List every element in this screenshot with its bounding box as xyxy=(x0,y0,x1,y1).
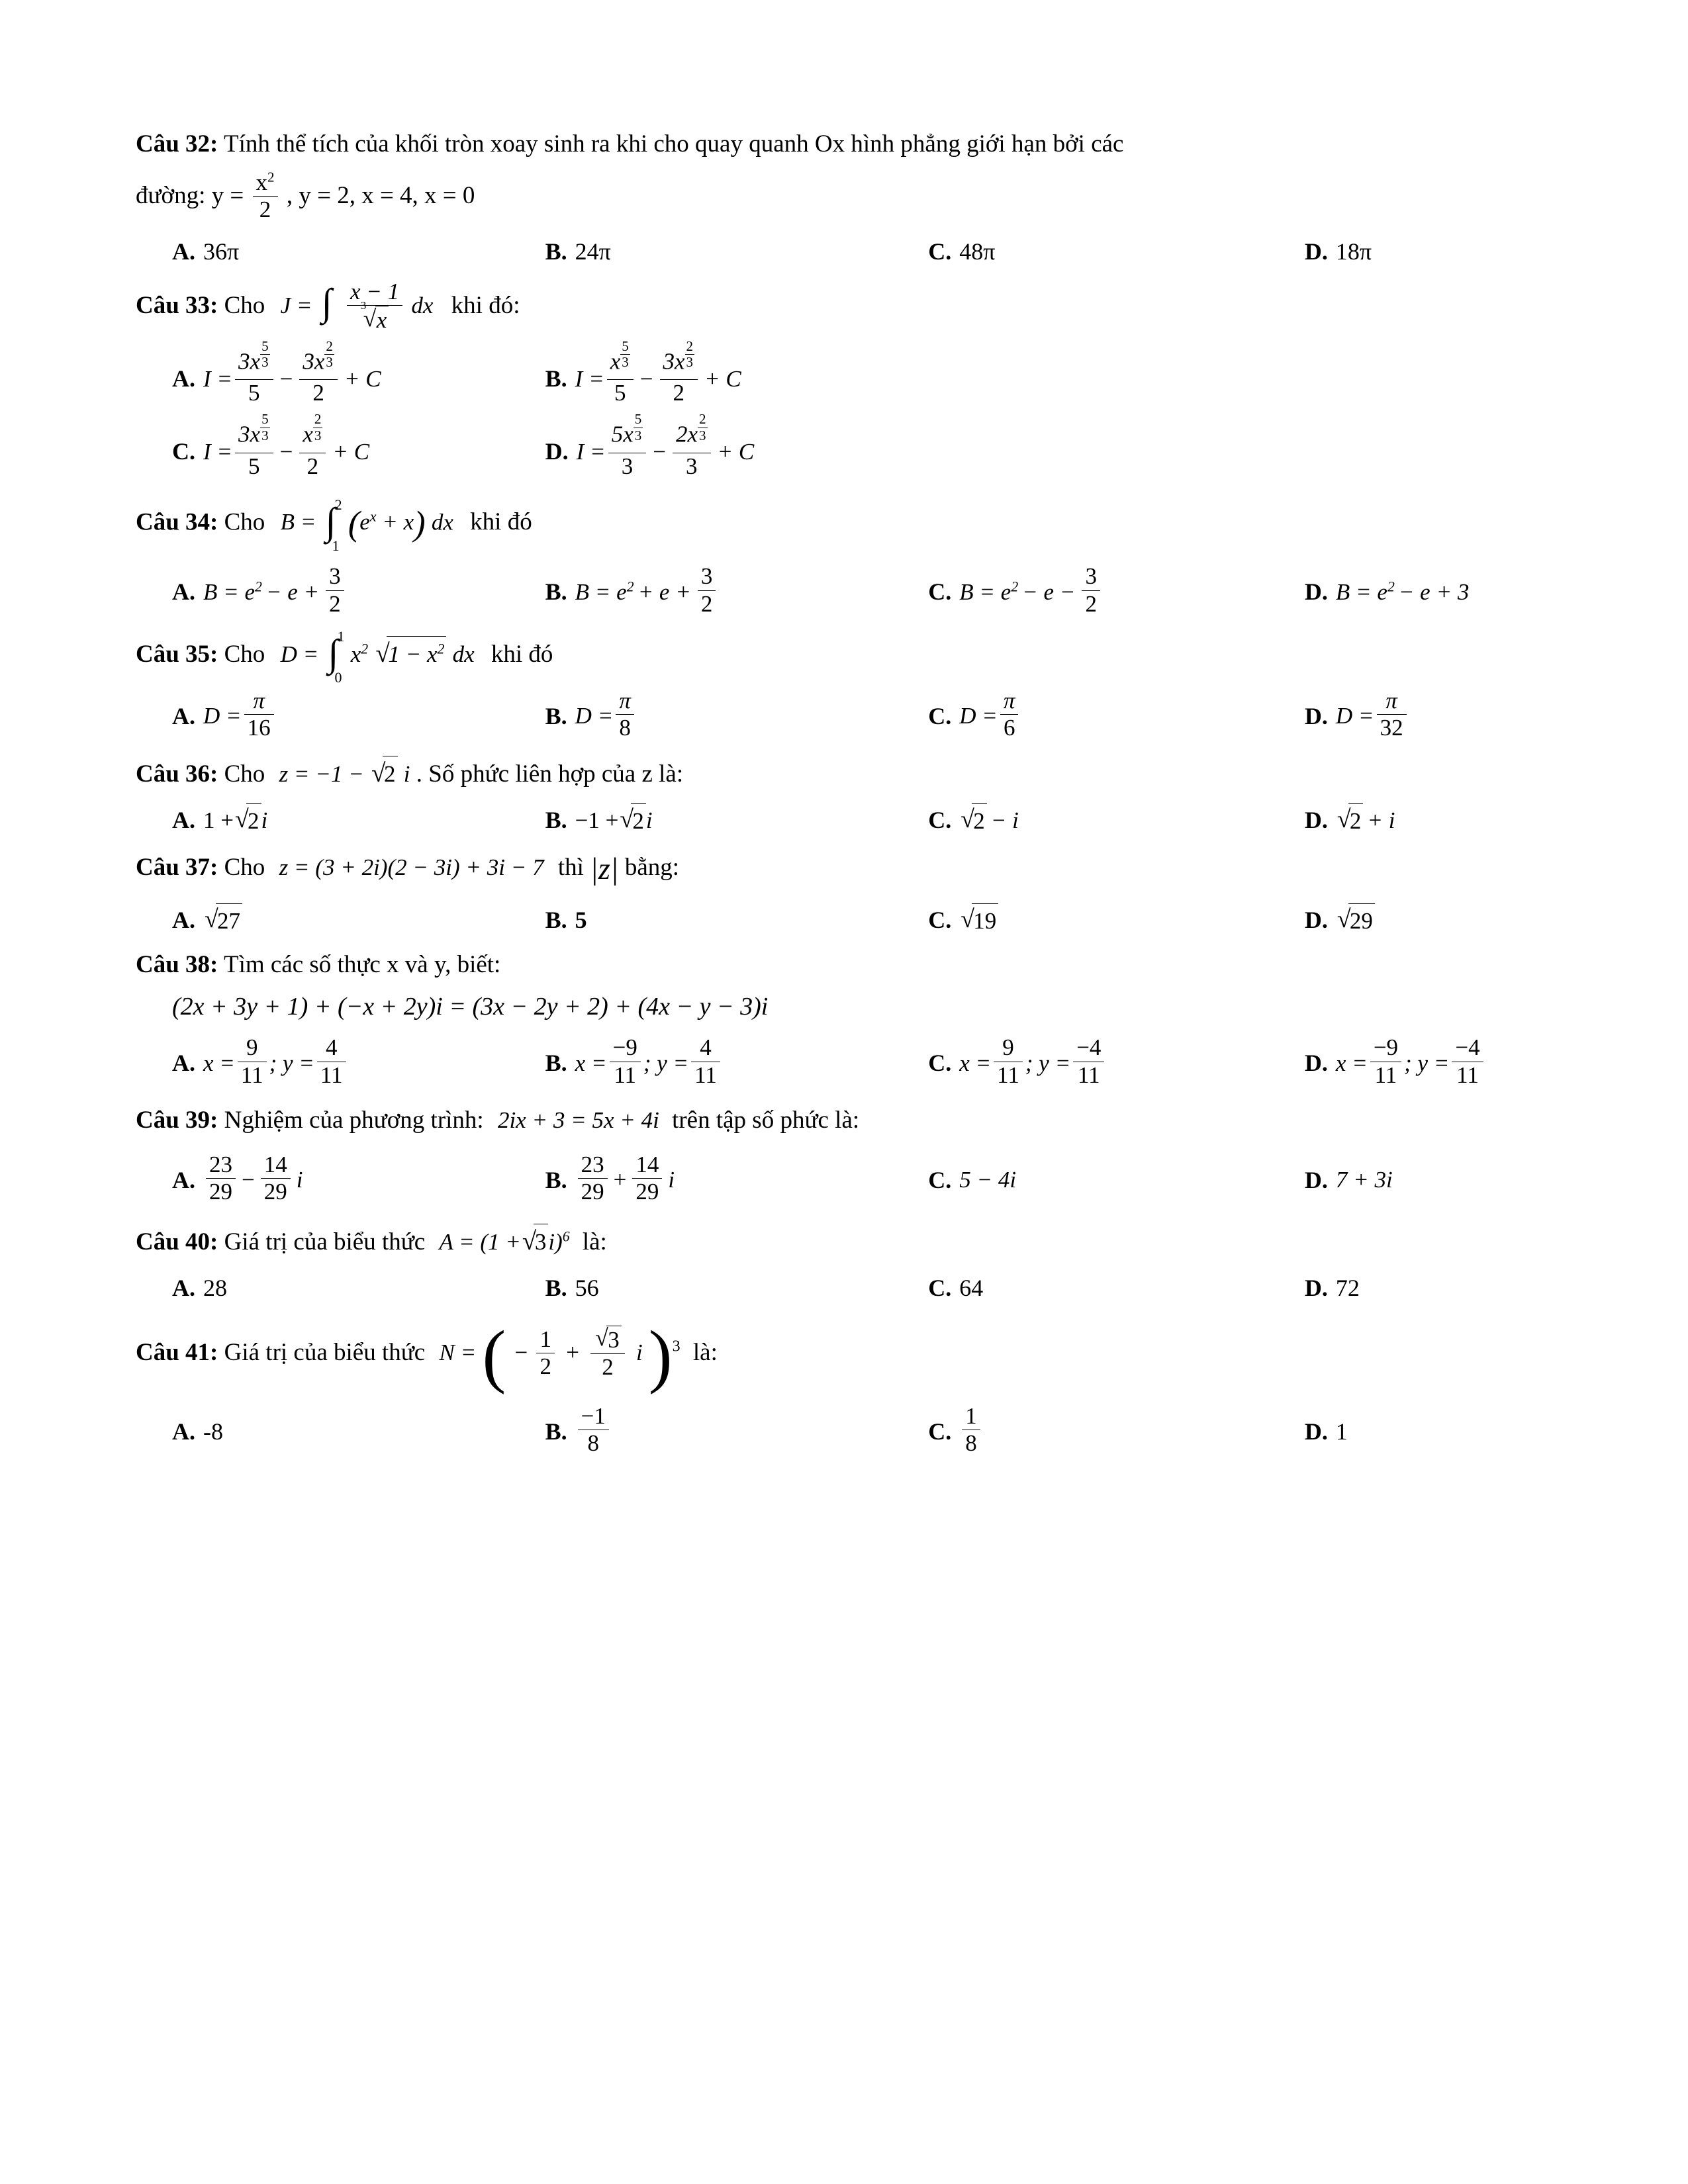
expr-41-frac1: $\frac{1}{2}$ xyxy=(536,1326,555,1380)
question-block-37 xyxy=(136,846,1556,937)
option-38-C-y: $\frac{-4}{11}$ xyxy=(1073,1034,1104,1088)
option-33-C-label: C. xyxy=(172,438,195,465)
option-34-C-label: C. xyxy=(928,578,952,605)
question-block-34 xyxy=(136,498,1556,619)
integral-lower-limit: 1 xyxy=(332,537,340,554)
option-35-C-label: C. xyxy=(928,702,952,729)
option-41-A-text: -8 xyxy=(203,1418,223,1445)
integral-lower-limit-35: 0 xyxy=(334,669,342,686)
option-39-A-label: A. xyxy=(172,1166,195,1193)
option-34-C[interactable]: C. $B = e^2$ − e − $\frac{3}{2}$ xyxy=(928,565,1305,618)
option-39-A[interactable]: A. $\frac{23}{29}$ − $\frac{14}{29}$ i xyxy=(172,1152,303,1205)
option-41-D[interactable] xyxy=(1305,1415,1556,1448)
option-36-B-sqrt: √ 2 xyxy=(620,803,646,837)
expr-34-body: $(e^x + x)$ xyxy=(348,504,426,543)
question-block-35 xyxy=(136,628,1556,743)
question-32-text: Tính thể tích của khối tròn xoay sinh ra khi cho quay quanh Ox hình phẳng giới hạn bởi các xyxy=(223,130,1124,158)
question-40-prompt xyxy=(136,1224,1556,1261)
expr-40-exp: 6 xyxy=(562,1228,570,1245)
option-33-A-label: A. xyxy=(172,365,195,392)
expr-41-lhs: N = xyxy=(439,1340,477,1366)
expr-34-dx: dx xyxy=(431,509,453,535)
option-41-D-label: D. xyxy=(1304,1418,1328,1445)
question-34-tail: khi đó xyxy=(470,508,532,536)
option-37-C-sqrt: √ 19 xyxy=(961,903,998,937)
option-33-A[interactable]: A. I = 3x $\frac{5}{3}$ 5 − 3x $\frac{2}{3}$ 2 + C xyxy=(172,338,381,406)
question-38-label: Câu 38: xyxy=(136,950,218,978)
option-32-B-label: B. xyxy=(545,238,567,265)
option-38-C-label: C. xyxy=(928,1049,952,1076)
option-40-D-label: D. xyxy=(1304,1274,1328,1301)
option-39-D-text: 7 + 3i xyxy=(1335,1167,1393,1193)
option-34-B[interactable]: B. $B = e^2$ + e + $\frac{3}{2}$ xyxy=(545,565,929,618)
option-40-A-label: A. xyxy=(172,1274,195,1301)
option-41-C-frac: $\frac{1}{8}$ xyxy=(962,1403,980,1457)
question-37-prompt xyxy=(136,846,1556,892)
option-34-A-mid: − e + xyxy=(265,578,320,605)
option-37-A-label: A. xyxy=(172,907,195,934)
frac-num-x: x xyxy=(256,169,268,195)
question-35-prompt xyxy=(136,628,1556,686)
question-38-equation: (2x + 3y + 1) + (−x + 2y)i = (3x − 2y + 2) + (4x − y − 3)i xyxy=(172,993,769,1021)
option-35-A-label: A. xyxy=(172,702,195,729)
question-34-label: Câu 34: xyxy=(136,508,218,536)
option-38-A[interactable]: A. x = $\frac{9}{11}$ ; y = $\frac{4}{11}$ xyxy=(136,1036,545,1089)
option-36-D[interactable]: D. √ 2 + i xyxy=(1305,803,1556,837)
question-33-answers-row1 xyxy=(136,338,1556,408)
question-40-label: Câu 40: xyxy=(136,1228,218,1256)
question-32-label: Câu 32: xyxy=(136,130,218,158)
question-41-answers xyxy=(136,1404,1556,1458)
option-35-B-frac: $\frac{\pi}{8}$ xyxy=(616,688,634,741)
option-37-D-sqrt: √ 29 xyxy=(1337,903,1375,937)
expr-36: z = −1 − xyxy=(279,761,364,788)
question-37-answers xyxy=(136,903,1556,937)
option-32-C-text: 48π xyxy=(959,238,996,265)
option-32-D[interactable] xyxy=(1305,235,1556,268)
question-33-label: Câu 33: xyxy=(136,292,218,320)
question-35-tail: khi đó xyxy=(491,640,553,668)
question-32-prompt xyxy=(136,126,1556,163)
option-34-C-lhs: $B = e^2$ xyxy=(959,578,1019,605)
option-34-D-label: D. xyxy=(1304,578,1328,605)
question-block-33 xyxy=(136,280,1556,481)
option-39-B-f1: $\frac{23}{29}$ xyxy=(578,1152,608,1205)
frac-num-exp: 2 xyxy=(267,169,275,185)
question-block-38 xyxy=(136,946,1556,1090)
question-41-label: Câu 41: xyxy=(136,1339,218,1367)
question-36-text-pre: Cho xyxy=(224,760,265,788)
question-34-prompt xyxy=(136,496,1556,554)
question-34-text: Cho xyxy=(224,508,265,536)
option-33-C-term1: 3x $\frac{5}{3}$ 5 xyxy=(235,421,273,479)
option-38-A-y: $\frac{4}{11}$ xyxy=(317,1034,346,1088)
frac-den: 2 xyxy=(259,196,271,222)
option-32-C[interactable] xyxy=(928,235,1305,268)
option-37-B-text: 5 xyxy=(575,907,587,934)
option-39-C[interactable] xyxy=(928,1163,1305,1197)
abs-z-37: |z| xyxy=(590,852,619,887)
option-39-B-f2: $\frac{14}{29}$ xyxy=(632,1152,662,1205)
expr-41-exp: 3 xyxy=(672,1338,680,1355)
option-37-B[interactable] xyxy=(545,903,929,936)
expr-35-dx: dx xyxy=(452,641,475,667)
expr-33-dx: dx xyxy=(411,293,434,319)
option-35-C[interactable]: C. D = $\frac{\pi}{6}$ xyxy=(928,689,1305,743)
question-37-text-pre: Cho xyxy=(224,854,265,882)
option-34-A-frac: $\frac{3}{2}$ xyxy=(326,563,344,617)
option-35-B[interactable]: B. D = $\frac{\pi}{8}$ xyxy=(545,689,929,743)
option-37-C-label: C. xyxy=(928,907,952,934)
option-32-C-label: C. xyxy=(928,238,952,265)
question-block-40 xyxy=(136,1224,1556,1304)
option-36-B-label: B. xyxy=(545,807,567,834)
option-33-B-term1: x $\frac{5}{3}$ 5 xyxy=(607,348,633,406)
option-40-B[interactable] xyxy=(545,1271,929,1304)
expr-35-lhs: D = xyxy=(280,641,319,667)
option-39-D-label: D. xyxy=(1304,1166,1328,1193)
question-39-text-pre: Nghiệm của phương trình: xyxy=(224,1106,484,1134)
question-39-answers xyxy=(136,1153,1556,1206)
option-38-C-x: $\frac{9}{11}$ xyxy=(994,1034,1023,1088)
option-37-C[interactable] xyxy=(928,903,1305,937)
question-38-text: Tìm các số thực x và y, biết: xyxy=(223,950,501,978)
integrand-numerator: x − 1 xyxy=(350,279,400,305)
option-34-A[interactable] xyxy=(136,565,545,618)
question-32-prompt-line2 xyxy=(136,171,1556,224)
fraction-33-integrand xyxy=(347,279,402,334)
option-41-A[interactable] xyxy=(136,1415,545,1448)
option-33-D-label: D. xyxy=(545,438,569,465)
integral-symbol-34: 2 ∫ 1 xyxy=(326,506,340,543)
option-37-A-sqrt: √ 27 xyxy=(205,903,242,937)
integral-symbol-33: ∫ xyxy=(321,280,332,324)
option-33-C[interactable]: C. I = 3x $\frac{5}{3}$ 5 − x $\frac{2}{3}$ 2 + C xyxy=(172,411,370,479)
option-34-D[interactable]: D. $B = e^2$ − e + 3 xyxy=(1305,575,1556,608)
option-41-A-label: A. xyxy=(172,1418,195,1445)
question-39-label: Câu 39: xyxy=(136,1106,218,1134)
question-33-answers-row2 xyxy=(136,411,1556,480)
option-32-A-label: A. xyxy=(172,238,195,265)
question-41-prompt: Câu 41: Giá trị của biểu thức N = ( − $\frac{1}{2}$ + √ $\frac{3}{2}$ i )$^3$ là: xyxy=(136,1327,1556,1382)
option-41-B-label: B. xyxy=(545,1418,567,1445)
option-34-B-lhs: $B = e^2$ xyxy=(575,578,634,605)
question-33-prompt xyxy=(136,280,1556,335)
expr-34-lhs: B = xyxy=(280,509,316,535)
option-36-C[interactable]: C. √ 2 − i xyxy=(928,803,1305,837)
cube-root-radicand: x xyxy=(375,306,389,333)
t2-coef: 3x xyxy=(303,348,325,375)
option-38-B-y: $\frac{4}{11}$ xyxy=(691,1034,720,1088)
question-37-text-post: bằng: xyxy=(624,854,680,882)
option-33-D[interactable]: D. I = 5x $\frac{5}{3}$ 3 − 2x $\frac{2}{3}$ 3 + C xyxy=(545,411,755,479)
option-38-D[interactable]: D. x = $\frac{-9}{11}$ ; y = $\frac{-4}{11}$ xyxy=(1305,1036,1556,1089)
question-block-39 xyxy=(136,1102,1556,1207)
sqrt-40: √ 3 xyxy=(522,1224,549,1261)
question-38-prompt xyxy=(136,946,1556,983)
expr-41-i: i xyxy=(635,1340,643,1366)
question-38-answers xyxy=(136,1036,1556,1089)
option-38-A-x: $\frac{9}{11}$ xyxy=(238,1034,267,1088)
option-33-B-label: B. xyxy=(545,365,567,392)
option-35-D[interactable]: D. D = $\frac{\pi}{32}$ xyxy=(1305,689,1556,743)
option-38-B-label: B. xyxy=(545,1049,567,1076)
question-35-answers xyxy=(136,689,1556,743)
option-33-D-term2: 2x $\frac{2}{3}$ 3 xyxy=(673,421,711,479)
t2-den: 2 xyxy=(312,380,324,406)
option-34-A-label: A. xyxy=(172,578,195,605)
option-33-B-term2: 3x $\frac{2}{3}$ 2 xyxy=(660,348,698,406)
option-39-A-f2: $\frac{14}{29}$ xyxy=(261,1152,291,1205)
question-40-text-pre: Giá trị của biểu thức xyxy=(224,1228,426,1256)
option-41-B[interactable] xyxy=(545,1404,929,1458)
option-32-D-text: 18π xyxy=(1335,238,1372,265)
option-38-D-label: D. xyxy=(1304,1049,1328,1076)
expr-40-mid: i)$^6$ xyxy=(548,1228,570,1255)
option-38-C[interactable]: C. x = $\frac{9}{11}$ ; y = $\frac{-4}{11}$ xyxy=(928,1036,1305,1089)
option-38-B[interactable]: B. x = $\frac{-9}{11}$ ; y = $\frac{4}{11}$ xyxy=(545,1036,929,1089)
question-33-tail: khi đó: xyxy=(451,292,520,320)
option-35-C-frac: $\frac{\pi}{6}$ xyxy=(1000,688,1019,741)
option-33-A-lhs: I = xyxy=(203,365,233,392)
option-36-D-sqrt: √ 2 xyxy=(1337,803,1364,837)
option-40-D-text: 72 xyxy=(1335,1274,1360,1301)
option-40-A[interactable] xyxy=(136,1271,545,1304)
expr-37: z = (3 + 2i)(2 − 3i) + 3i − 7 xyxy=(279,854,544,881)
option-34-D-lhs: $B = e^2$ xyxy=(1335,578,1395,605)
question-41-text-pre: Giá trị của biểu thức xyxy=(224,1339,426,1367)
cube-root-x xyxy=(361,306,389,334)
t1-coef: 3x xyxy=(238,348,261,375)
option-36-D-label: D. xyxy=(1304,807,1328,834)
question-block-41 xyxy=(136,1316,1556,1458)
question-37-text-mid: thì xyxy=(557,854,584,882)
question-40-answers xyxy=(136,1271,1556,1304)
expr-40: A = (1 + xyxy=(439,1229,521,1255)
option-40-C-text: 64 xyxy=(959,1274,984,1301)
question-block-36 xyxy=(136,756,1556,837)
option-40-C-label: C. xyxy=(928,1274,952,1301)
option-36-C-sqrt: √ 2 xyxy=(961,803,987,837)
option-35-B-label: B. xyxy=(545,702,567,729)
option-32-A-text: 36π xyxy=(203,238,240,265)
option-39-B-label: B. xyxy=(545,1166,567,1193)
option-32-A[interactable] xyxy=(136,235,545,268)
option-32-B[interactable] xyxy=(545,235,929,268)
question-41-text-post: là: xyxy=(692,1339,718,1367)
question-39-prompt xyxy=(136,1102,1556,1139)
option-35-A-frac: $\frac{\pi}{16}$ xyxy=(244,688,274,741)
option-33-A-term2: 3x $\frac{2}{3}$ 2 xyxy=(299,348,338,406)
question-32-text2-post: , y = 2, x = 4, x = 0 xyxy=(286,181,475,209)
question-40-text-post: là: xyxy=(582,1228,607,1256)
question-34-answers xyxy=(136,565,1556,618)
option-36-A[interactable]: A. 1 + √ 2 i xyxy=(136,803,545,837)
expr-41-frac2: √ $\frac{3}{2}$ xyxy=(590,1326,625,1381)
option-34-A-lhs: $B = e^2$ xyxy=(203,578,262,605)
option-38-B-x: $\frac{-9}{11}$ xyxy=(610,1034,641,1088)
option-38-A-label: A. xyxy=(172,1049,195,1076)
sqrt-35: √ $1 - x^2$ xyxy=(375,636,446,673)
question-37-label: Câu 37: xyxy=(136,854,218,882)
option-37-B-label: B. xyxy=(545,907,567,934)
question-block-32 xyxy=(136,126,1556,268)
option-39-D[interactable] xyxy=(1305,1163,1556,1197)
question-32-text2-pre: đường: y = xyxy=(136,181,244,209)
option-40-C[interactable] xyxy=(928,1271,1305,1304)
option-33-D-term1: 5x $\frac{5}{3}$ 3 xyxy=(608,421,647,479)
option-38-D-y: $\frac{-4}{11}$ xyxy=(1452,1034,1483,1088)
option-37-D-label: D. xyxy=(1304,907,1328,934)
option-41-C[interactable] xyxy=(928,1404,1305,1458)
option-41-D-text: 1 xyxy=(1335,1418,1348,1445)
sqrt-41: √ 3 xyxy=(595,1326,622,1353)
t1-den: 5 xyxy=(248,380,260,406)
option-36-A-sqrt: √ 2 xyxy=(235,803,261,837)
option-37-A[interactable] xyxy=(136,903,545,937)
option-33-C-term2: x $\frac{2}{3}$ 2 xyxy=(299,421,326,479)
option-41-B-frac: $\frac{-1}{8}$ xyxy=(578,1403,609,1457)
option-41-C-label: C. xyxy=(928,1418,952,1445)
question-36-label: Câu 36: xyxy=(136,760,218,788)
option-37-D[interactable] xyxy=(1305,903,1556,937)
option-40-D[interactable] xyxy=(1305,1271,1556,1304)
option-34-B-frac: $\frac{3}{2}$ xyxy=(698,563,716,617)
fraction-x2-over-2 xyxy=(253,169,278,223)
option-32-B-text: 24π xyxy=(575,238,611,265)
integral-upper-limit: 2 xyxy=(334,496,342,513)
question-33-text: Cho xyxy=(224,292,265,320)
option-35-A[interactable] xyxy=(136,689,545,743)
option-35-D-frac: $\frac{\pi}{32}$ xyxy=(1377,688,1407,741)
integral-symbol-35: 1 ∫ 0 xyxy=(328,637,342,674)
question-36-prompt xyxy=(136,756,1556,793)
option-40-B-text: 56 xyxy=(575,1274,599,1301)
option-39-C-label: C. xyxy=(928,1166,952,1193)
option-34-B-label: B. xyxy=(545,578,567,605)
option-33-B-lhs: I = xyxy=(575,365,604,392)
option-34-C-frac: $\frac{3}{2}$ xyxy=(1082,563,1100,617)
expr-33-lhs: J = xyxy=(280,293,312,319)
option-40-B-label: B. xyxy=(545,1274,567,1301)
option-32-D-label: D. xyxy=(1304,238,1328,265)
question-36-text-post: . Số phức liên hợp của z là: xyxy=(416,760,684,788)
option-35-A-lhs: D = xyxy=(203,703,242,729)
question-35-text: Cho xyxy=(224,640,265,668)
option-33-B[interactable]: B. I = x $\frac{5}{3}$ 5 − 3x $\frac{2}{3}$ 2 + C xyxy=(545,338,741,406)
question-39-text-post: trên tập số phức là: xyxy=(672,1106,860,1134)
option-33-A-term1: 3x $\frac{5}{3}$ 5 xyxy=(235,348,273,406)
option-35-D-label: D. xyxy=(1304,702,1328,729)
sqrt-36: √ 2 xyxy=(371,756,398,793)
question-36-answers xyxy=(136,803,1556,837)
question-35-label: Câu 35: xyxy=(136,640,218,668)
option-36-C-label: C. xyxy=(928,807,952,834)
option-39-C-text: 5 − 4i xyxy=(959,1167,1017,1193)
option-39-B[interactable]: B. $\frac{23}{29}$ + $\frac{14}{29}$ i xyxy=(545,1152,675,1205)
integral-upper-limit-35: 1 xyxy=(337,628,345,645)
option-36-A-label: A. xyxy=(172,807,195,834)
expr-36-i: i xyxy=(403,761,410,788)
question-32-answers xyxy=(136,235,1556,268)
option-40-A-text: 28 xyxy=(203,1274,227,1301)
option-33-A-tail: + C xyxy=(344,365,381,392)
option-39-A-f1: $\frac{23}{29}$ xyxy=(206,1152,236,1205)
expr-35-body: $x^2$ xyxy=(350,640,369,667)
option-38-D-x: $\frac{-9}{11}$ xyxy=(1370,1034,1401,1088)
option-36-B[interactable]: B. −1 + √ 2 i xyxy=(545,803,929,837)
expr-39: 2ix + 3 = 5x + 4i xyxy=(497,1107,659,1133)
